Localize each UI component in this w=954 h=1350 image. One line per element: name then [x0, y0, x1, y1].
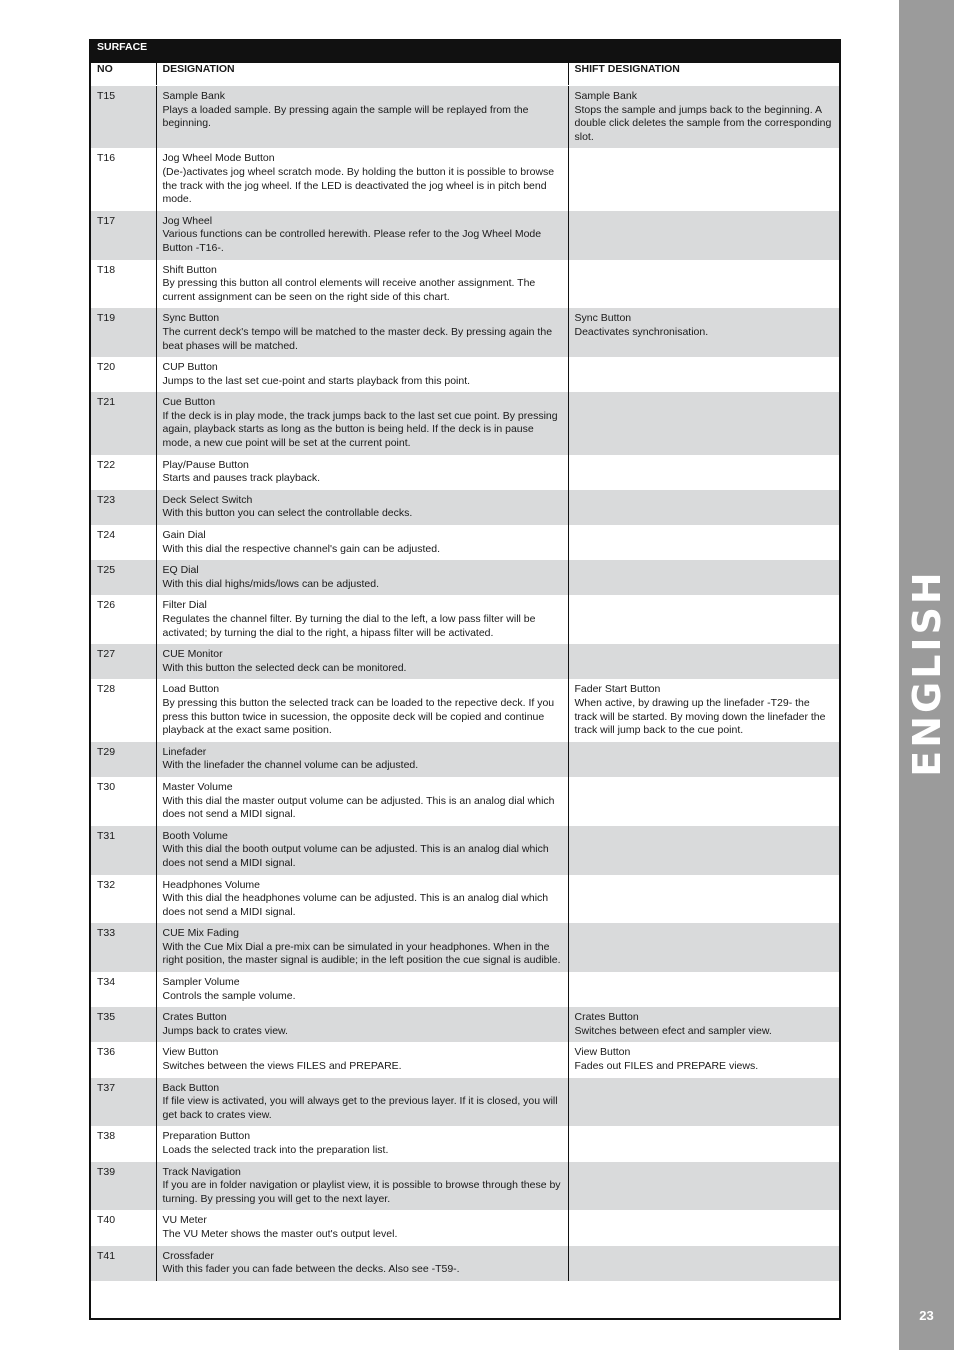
row-designation [156, 1042, 568, 1077]
shift-title: Crates Button [574, 1011, 639, 1024]
designation-text: With this dial the headphones volume can be adjusted. This is an analog dial which does not send a MIDI signal. [162, 892, 549, 918]
row-number: T33 [91, 923, 156, 972]
designation-text: With the linefader the channel volume can be adjusted. [162, 759, 419, 772]
section-title-row [91, 41, 839, 63]
designation-text: The current deck's tempo will be matched to the master deck. By pressing again the beat phases will be matched. [162, 325, 553, 352]
row-designation [156, 560, 568, 595]
row-number: T25 [91, 560, 156, 595]
row-number: T28 [91, 679, 156, 741]
row-designation [156, 644, 568, 679]
row-shift-designation [568, 679, 839, 741]
designation-text: With this dial highs/mids/lows can be adjusted. [162, 577, 380, 590]
row-shift-designation [568, 455, 839, 490]
row-designation [156, 826, 568, 875]
row-number: T27 [91, 644, 156, 679]
section-title: SURFACE [91, 41, 839, 63]
row-number: T31 [91, 826, 156, 875]
table-row [91, 392, 839, 454]
designation-title: VU Meter [162, 1214, 207, 1227]
designation-title: Crossfader [162, 1249, 214, 1262]
designation-text: If file view is activated, you will always get to the previous layer. If it is closed, you will get back to crates view. [162, 1095, 558, 1121]
row-number: T15 [91, 86, 156, 149]
designation-title: Jog Wheel Mode Button [162, 152, 275, 165]
row-shift-designation [568, 777, 839, 826]
row-designation [156, 742, 568, 777]
row-designation [156, 679, 568, 741]
row-designation [156, 1078, 568, 1127]
designation-text: Regulates the channel filter. By turning the dial to the left, a low pass filter will be activated; by turning the dial to the right, a hipass filter will be activated. [162, 613, 536, 639]
row-designation [156, 357, 568, 392]
row-shift-designation [568, 972, 839, 1007]
table-row [91, 1042, 839, 1077]
table-row [91, 1210, 839, 1245]
header-no: NO [91, 63, 156, 86]
designation-title: CUP Button [162, 361, 218, 374]
designation-text: If you are in folder navigation or playlist view, it is possible to browse through these by turning. By pressing you will get to the next layer. [162, 1179, 561, 1205]
row-designation [156, 1007, 568, 1042]
designation-title: Headphones Volume [162, 878, 260, 891]
table-row [91, 679, 839, 741]
table-row [91, 525, 839, 560]
designation-text: By pressing this button all control elements will receive another assignment. The current assignment can be seen on the right side of this chart. [162, 277, 536, 303]
page-number: 23 [919, 1308, 934, 1323]
header-shift-designation: SHIFT DESIGNATION [568, 63, 839, 86]
designation-title: Gain Dial [162, 529, 206, 542]
designation-title: EQ Dial [162, 564, 199, 577]
row-designation [156, 595, 568, 644]
row-shift-designation [568, 923, 839, 972]
row-designation [156, 392, 568, 454]
designation-title: CUE Monitor [162, 648, 223, 661]
table-row [91, 211, 839, 260]
designation-text: Controls the sample volume. [162, 989, 296, 1002]
row-number: T39 [91, 1162, 156, 1211]
row-number: T24 [91, 525, 156, 560]
table-row [91, 644, 839, 679]
row-shift-designation [568, 308, 839, 357]
table-row [91, 1007, 839, 1042]
designation-text: Jumps back to crates view. [162, 1024, 288, 1037]
row-shift-designation [568, 644, 839, 679]
shift-title: Fader Start Button [574, 683, 661, 696]
shift-text: Deactivates synchronisation. [574, 325, 709, 338]
designation-title: Preparation Button [162, 1130, 251, 1143]
table-row [91, 86, 839, 149]
table-row [91, 777, 839, 826]
row-designation [156, 1210, 568, 1245]
table-row [91, 455, 839, 490]
table-row [91, 742, 839, 777]
designation-text: (De-)activates jog wheel scratch mode. By holding the button it is possible to browse the track with the jog wheel. If the LED is deactivated the jog wheel is in pitch bend mode. [162, 165, 555, 206]
shift-title: Sync Button [574, 312, 632, 325]
designation-text: The VU Meter shows the master out's output level. [162, 1227, 398, 1240]
row-number: T40 [91, 1210, 156, 1245]
shift-text: Switches between efect and sampler view. [574, 1024, 772, 1037]
designation-title: Sample Bank [162, 90, 225, 102]
row-shift-designation [568, 875, 839, 924]
designation-text: By pressing this button the selected track can be loaded to the repective deck. If you press this button twice in sucession, the opposite deck will be copied and continue playback at the exact same position. [162, 696, 555, 737]
designation-text: With this dial the master output volume can be adjusted. This is an analog dial which does not send a MIDI signal. [162, 794, 555, 821]
designation-text: Various functions can be controlled herewith. Please refer to the Jog Wheel Mode Button -T16-. [162, 228, 542, 254]
row-shift-designation [568, 1162, 839, 1211]
designation-text: Jumps to the last set cue-point and starts playback from this point. [162, 374, 471, 387]
row-shift-designation [568, 1042, 839, 1077]
designation-text: Switches between the views FILES and PREPARE. [162, 1060, 402, 1073]
designation-text: Plays a loaded sample. By pressing again the sample will be replayed from the beginning. [162, 103, 529, 130]
designation-text: With this fader you can fade between the decks. Also see -T59-. [162, 1263, 460, 1276]
shift-text: Stops the sample and jumps back to the beginning. A double click deletes the sample from the corresponding slot. [574, 103, 832, 143]
row-number: T36 [91, 1042, 156, 1077]
designation-title: Back Button [162, 1081, 220, 1094]
row-designation [156, 490, 568, 525]
table-row [91, 560, 839, 595]
row-designation [156, 1162, 568, 1211]
row-shift-designation [568, 148, 839, 210]
designation-title: Cue Button [162, 396, 216, 409]
row-shift-designation [568, 742, 839, 777]
designation-text: With this dial the booth output volume can be adjusted. This is an analog dial which does not send a MIDI signal. [162, 843, 549, 869]
table-row [91, 875, 839, 924]
row-designation [156, 211, 568, 260]
row-designation [156, 260, 568, 309]
table-row [91, 1162, 839, 1211]
row-shift-designation [568, 357, 839, 392]
row-designation [156, 923, 568, 972]
row-shift-designation [568, 1210, 839, 1245]
table-row [91, 923, 839, 972]
row-designation [156, 525, 568, 560]
row-number: T34 [91, 972, 156, 1007]
row-shift-designation [568, 86, 839, 149]
designation-title: Track Navigation [162, 1165, 241, 1178]
row-number: T32 [91, 875, 156, 924]
language-label: ENGLISH [904, 569, 949, 777]
row-designation [156, 455, 568, 490]
table-row [91, 308, 839, 357]
designation-text: Loads the selected track into the preparation list. [162, 1144, 389, 1156]
row-number: T23 [91, 490, 156, 525]
shift-title: View Button [574, 1046, 631, 1059]
table-row [91, 1126, 839, 1161]
designation-text: With this button you can select the controllable decks. [162, 507, 413, 520]
table-row [91, 357, 839, 392]
table-row [91, 972, 839, 1007]
header-designation: DESIGNATION [156, 63, 568, 86]
column-header-row [91, 63, 839, 86]
surface-table-grid [91, 41, 839, 1281]
designation-title: Shift Button [162, 263, 217, 276]
designation-title: Crates Button [162, 1011, 227, 1024]
designation-title: Booth Volume [162, 829, 228, 842]
row-designation [156, 875, 568, 924]
row-number: T17 [91, 211, 156, 260]
row-number: T21 [91, 392, 156, 454]
table-row [91, 826, 839, 875]
row-number: T29 [91, 742, 156, 777]
table-row [91, 148, 839, 210]
row-designation [156, 1126, 568, 1161]
row-shift-designation [568, 211, 839, 260]
row-number: T41 [91, 1246, 156, 1281]
row-designation [156, 86, 568, 149]
table-row [91, 1246, 839, 1281]
designation-text: If the deck is in play mode, the track jumps back to the last set cue point. By pressing again, playback starts as long as the button is being held. If the deck is in pause mode, a new cue point will be set at the current point. [162, 409, 558, 450]
row-shift-designation [568, 392, 839, 454]
designation-text: With this dial the respective channel's gain can be adjusted. [162, 542, 441, 555]
designation-title: Load Button [162, 683, 220, 696]
designation-title: Master Volume [162, 780, 233, 793]
table-body [91, 86, 839, 1281]
row-shift-designation [568, 260, 839, 309]
language-sidebar [899, 0, 954, 1350]
row-number: T16 [91, 148, 156, 210]
row-shift-designation [568, 1007, 839, 1042]
row-number: T19 [91, 308, 156, 357]
row-shift-designation [568, 1126, 839, 1161]
designation-title: Sync Button [162, 312, 220, 325]
row-designation [156, 1246, 568, 1281]
designation-title: Deck Select Switch [162, 493, 253, 506]
designation-text: With the Cue Mix Dial a pre-mix can be simulated in your headphones. When in the right position, the master signal is audible; in the left position the cue signal is audible. [162, 940, 561, 967]
table-row [91, 1078, 839, 1127]
row-number: T20 [91, 357, 156, 392]
row-number: T37 [91, 1078, 156, 1127]
designation-title: Play/Pause Button [162, 458, 249, 471]
designation-text: With this button the selected deck can be monitored. [162, 661, 407, 674]
row-shift-designation [568, 490, 839, 525]
designation-title: Sampler Volume [162, 976, 240, 989]
row-number: T35 [91, 1007, 156, 1042]
row-designation [156, 148, 568, 210]
designation-title: CUE Mix Fading [162, 927, 239, 940]
row-shift-designation [568, 1078, 839, 1127]
table-row [91, 595, 839, 644]
designation-title: Jog Wheel [162, 214, 213, 227]
table-row [91, 490, 839, 525]
designation-text: Starts and pauses track playback. [162, 472, 321, 485]
row-designation [156, 308, 568, 357]
row-number: T38 [91, 1126, 156, 1161]
designation-title: Linefader [162, 745, 207, 758]
designation-title: Filter Dial [162, 599, 207, 612]
row-number: T26 [91, 595, 156, 644]
row-number: T30 [91, 777, 156, 826]
row-number: T22 [91, 455, 156, 490]
row-shift-designation [568, 525, 839, 560]
row-shift-designation [568, 826, 839, 875]
row-shift-designation [568, 1246, 839, 1281]
shift-text: When active, by drawing up the linefader -T29- the track will be started. By moving down the linefader the track will jump back to the cue point. [574, 696, 826, 737]
row-designation [156, 777, 568, 826]
row-shift-designation [568, 595, 839, 644]
surface-table [89, 39, 841, 1320]
shift-text: Fades out FILES and PREPARE views. [574, 1060, 759, 1073]
shift-title: Sample Bank [574, 90, 637, 102]
row-designation [156, 972, 568, 1007]
designation-title: View Button [162, 1046, 219, 1059]
table-row [91, 260, 839, 309]
row-number: T18 [91, 260, 156, 309]
row-shift-designation [568, 560, 839, 595]
